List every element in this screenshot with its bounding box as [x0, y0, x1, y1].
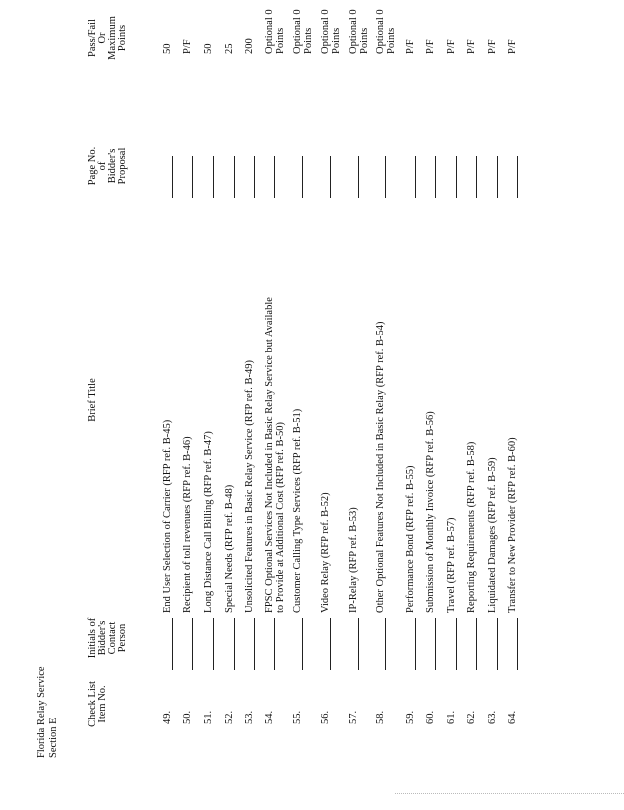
item-title — [348, 507, 359, 613]
points-line: Optional 0 — [264, 9, 275, 54]
page-no-blank-line[interactable] — [476, 156, 477, 198]
points-line: Points — [303, 27, 314, 54]
item-title — [264, 297, 286, 613]
page-no-blank-line[interactable] — [517, 156, 518, 198]
doc-title-line-1: Florida Relay Service — [36, 666, 47, 758]
item-number: 55. — [292, 710, 303, 724]
item-number: 50. — [182, 710, 193, 724]
points-line: P/F — [466, 39, 477, 54]
page-no-blank-line[interactable] — [254, 156, 255, 198]
item-title — [224, 485, 235, 613]
page-no-blank-line[interactable] — [302, 156, 303, 198]
initials-blank-line[interactable] — [415, 618, 416, 670]
item-title-line: Performance Bond (RFP ref. B-55) — [405, 465, 416, 613]
item-title — [162, 420, 173, 613]
points-line: Points — [331, 27, 342, 54]
item-number: 60. — [425, 710, 436, 724]
initials-blank-line[interactable] — [234, 618, 235, 670]
points-value — [320, 9, 342, 54]
points-line: 25 — [224, 43, 235, 54]
points-value — [182, 39, 193, 54]
header-brief-title — [88, 330, 98, 470]
page-no-blank-line[interactable] — [192, 156, 193, 198]
points-value — [466, 39, 477, 54]
header-pass-fail — [88, 6, 128, 70]
initials-blank-line[interactable] — [476, 618, 477, 670]
doc-title — [36, 666, 60, 758]
header-check-list — [88, 672, 108, 736]
points-value — [264, 9, 286, 54]
points-value — [203, 44, 214, 55]
item-number: 49. — [162, 710, 173, 724]
page-no-blank-line[interactable] — [497, 156, 498, 198]
item-title-line: Video Relay (RFP ref. B-52) — [320, 492, 331, 613]
initials-blank-line[interactable] — [302, 618, 303, 670]
header-page-no-line: of — [97, 161, 108, 171]
item-number: 62. — [466, 710, 477, 724]
item-title — [182, 436, 193, 613]
points-value — [425, 39, 436, 54]
item-title-line: Unsolicited Features in Basic Relay Service (RFP ref. B-49) — [244, 359, 255, 613]
points-value — [162, 44, 173, 55]
points-value — [224, 44, 235, 55]
initials-blank-line[interactable] — [517, 618, 518, 670]
item-number: 59. — [405, 710, 416, 724]
header-initials-line: Person — [117, 623, 128, 653]
page-no-blank-line[interactable] — [330, 156, 331, 198]
points-value — [405, 39, 416, 54]
initials-blank-line[interactable] — [213, 618, 214, 670]
item-title — [507, 437, 518, 613]
scan-edge-line — [395, 793, 624, 794]
points-line: Optional 0 — [292, 9, 303, 54]
item-number: 63. — [487, 710, 498, 724]
header-page-no-line: Proposal — [117, 147, 128, 185]
points-line: P/F — [507, 39, 518, 54]
initials-blank-line[interactable] — [456, 618, 457, 670]
item-title-line: to Provide at Additional Cost (RFP ref. B-50) — [275, 422, 286, 613]
page-no-blank-line[interactable] — [234, 156, 235, 198]
points-line: Optional 0 — [320, 9, 331, 54]
points-line: P/F — [182, 39, 193, 54]
item-title-line: Reporting Requirements (RFP ref. B-58) — [466, 441, 477, 613]
item-title-line: IP-Relay (RFP ref. B-53) — [348, 507, 359, 613]
header-check-list-line: Check List — [87, 681, 98, 727]
points-line: P/F — [446, 39, 457, 54]
points-line: 50 — [162, 43, 173, 54]
item-title-line: FPSC Optional Services Not Included in Basic Relay Service but Available — [264, 297, 275, 613]
item-title-line: Long Distance Call Billing (RFP ref. B-47) — [203, 431, 214, 613]
item-title-line: Other Optional Features Not Included in Basic Relay (RFP ref. B-54) — [375, 321, 386, 613]
item-title — [405, 466, 416, 613]
page-no-blank-line[interactable] — [415, 156, 416, 198]
points-line: Optional 0 — [348, 9, 359, 54]
initials-blank-line[interactable] — [330, 618, 331, 670]
item-number: 52. — [224, 710, 235, 724]
points-line: Points — [359, 27, 370, 54]
page-no-blank-line[interactable] — [385, 156, 386, 198]
points-line: 50 — [203, 43, 214, 54]
item-number: 51. — [203, 710, 214, 724]
page-no-blank-line[interactable] — [274, 156, 275, 198]
item-title — [244, 360, 255, 613]
points-value — [292, 9, 314, 54]
item-title — [425, 411, 436, 613]
header-initials-line: Bidder's — [97, 620, 108, 656]
page-no-blank-line[interactable] — [172, 156, 173, 198]
points-value — [375, 9, 397, 54]
initials-blank-line[interactable] — [192, 618, 193, 670]
item-number: 58. — [375, 710, 386, 724]
points-line: 200 — [244, 38, 255, 54]
item-title — [203, 431, 214, 613]
points-line: P/F — [405, 39, 416, 54]
item-title — [292, 409, 303, 613]
item-title — [487, 457, 498, 613]
points-line: Optional 0 — [375, 9, 386, 54]
initials-blank-line[interactable] — [358, 618, 359, 670]
header-page-no — [88, 134, 128, 198]
header-initials-line: Initials of — [87, 617, 98, 659]
header-initials-line: Contact — [107, 621, 118, 655]
header-pass-fail-line: Pass/Fail — [87, 19, 98, 57]
page-no-blank-line[interactable] — [435, 156, 436, 198]
item-title-line: End User Selection of Carrier (RFP ref. B-45) — [162, 419, 173, 613]
initials-blank-line[interactable] — [254, 618, 255, 670]
item-number: 57. — [348, 710, 359, 724]
points-value — [507, 39, 518, 54]
points-line: Points — [275, 27, 286, 54]
points-line: P/F — [487, 39, 498, 54]
item-number: 61. — [446, 710, 457, 724]
header-brief-title-text: Brief Title — [87, 378, 98, 422]
item-number: 53. — [244, 710, 255, 724]
item-number: 64. — [507, 710, 518, 724]
points-value — [348, 9, 370, 54]
points-value — [487, 39, 498, 54]
item-title — [466, 442, 477, 613]
header-initials — [88, 606, 128, 670]
header-pass-fail-line: Or — [97, 32, 108, 44]
item-title-line: Transfer to New Provider (RFP ref. B-60) — [507, 437, 518, 613]
points-line: Points — [386, 27, 397, 54]
initials-blank-line[interactable] — [385, 618, 386, 670]
points-value — [446, 39, 457, 54]
initials-blank-line[interactable] — [435, 618, 436, 670]
header-pass-fail-line: Points — [117, 24, 128, 52]
initials-blank-line[interactable] — [172, 618, 173, 670]
item-number: 56. — [320, 710, 331, 724]
item-title-line: Recipient of toll revenues (RFP ref. B-46) — [182, 436, 193, 613]
page-no-blank-line[interactable] — [213, 156, 214, 198]
item-title-line: Liquidated Damages (RFP ref. B-59) — [487, 457, 498, 613]
item-title-line: Special Needs (RFP ref. B-48) — [224, 484, 235, 613]
header-pass-fail-line: Maximum — [107, 16, 118, 60]
item-title — [375, 321, 386, 613]
item-title-line: Travel (RFP ref. B-57) — [446, 517, 457, 613]
points-value — [244, 38, 255, 54]
item-title — [446, 518, 457, 613]
doc-title-line-2: Section E — [48, 717, 59, 758]
header-page-no-line: Bidder's — [107, 148, 118, 184]
item-title — [320, 492, 331, 613]
initials-blank-line[interactable] — [274, 618, 275, 670]
header-page-no-line: Page No. — [87, 146, 98, 186]
initials-blank-line[interactable] — [497, 618, 498, 670]
header-check-list-line: Item No. — [97, 685, 108, 723]
page-no-blank-line[interactable] — [456, 156, 457, 198]
page-no-blank-line[interactable] — [358, 156, 359, 198]
item-number: 54. — [264, 710, 275, 724]
item-title-line: Customer Calling Type Services (RFP ref. B-51) — [292, 408, 303, 613]
item-title-line: Submission of Monthly Invoice (RFP ref. B-56) — [425, 411, 436, 613]
points-line: P/F — [425, 39, 436, 54]
